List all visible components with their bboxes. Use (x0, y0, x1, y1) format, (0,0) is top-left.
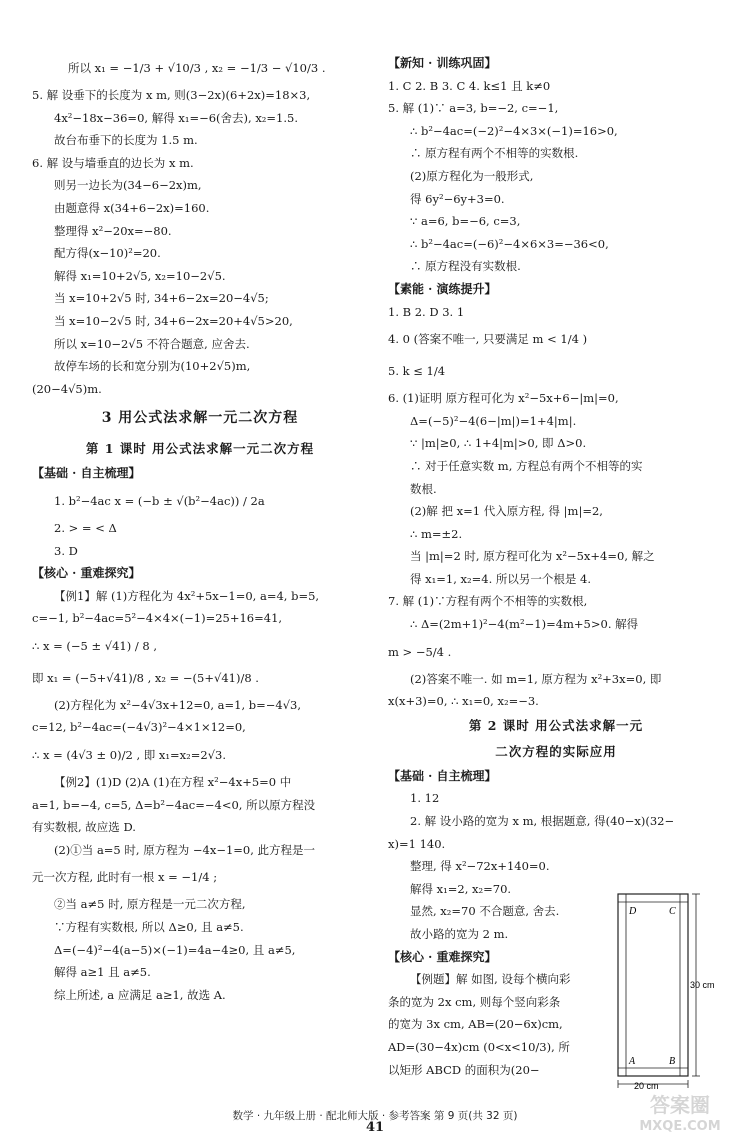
text-line: ∴ m=±2. (410, 526, 463, 541)
page-number: 41 (365, 1120, 385, 1135)
text-line: 6. (1)证明 原方程可化为 x²−5x+6−|m|=0, (388, 391, 619, 406)
text-line: 3. D (54, 543, 78, 558)
text-line: Δ=(−4)²−4(a−5)×(−1)=4a−4≥0, 且 a≠5, (54, 942, 296, 957)
text-line: 1. 12 (410, 791, 440, 806)
text-line: 【新知 · 训练巩固】 (388, 56, 497, 70)
text-line: 4x²−18x−36=0, 解得 x₁=−6(舍去), x₂=1.5. (54, 110, 298, 125)
text-line: 解得 x₁=10+2√5, x₂=10−2√5. (54, 268, 226, 283)
left-column (32, 52, 368, 1006)
text-line: 条的宽为 2x cm, 则每个竖向彩条 (388, 994, 561, 1009)
text-line: AD=(30−4x)cm (0<x<10/3), 所 (388, 1039, 570, 1054)
text-line: 显然, x₂=70 不合题意, 舍去. (410, 904, 560, 919)
text-line: 二次方程的实际应用 (495, 743, 617, 759)
text-line: ∴ 原方程有两个不相等的实数根. (410, 146, 579, 161)
text-line: 即 x₁ = (−5+√41)/8 , x₂ = −(5+√41)/8 . (32, 670, 259, 685)
text-line: 所以 x=10−2√5 不符合题意, 应舍去. (54, 336, 250, 351)
text-line: 1. C 2. B 3. C 4. k≤1 且 k≠0 (388, 78, 551, 93)
text-line: ∵方程有实数根, 所以 Δ≥0, 且 a≠5. (54, 920, 244, 935)
label-D: D (629, 906, 637, 917)
text-line: 【基础 · 自主梳理】 (32, 466, 141, 481)
text-line: x)=1 140. (388, 836, 446, 851)
text-line: ∴ x = (4√3 ± 0)/2 , 即 x₁=x₂=2√3. (32, 748, 226, 763)
outer-rectangle (618, 894, 688, 1076)
label-B: B (669, 1056, 676, 1067)
text-line: ∴ Δ=(2m+1)²−4(m²−1)=4m+5>0. 解得 (410, 617, 639, 632)
label-A: A (629, 1056, 636, 1067)
text-line: m > −5/4 . (388, 644, 452, 659)
text-line: 解得 x₁=2, x₂=70. (410, 881, 512, 896)
text-line: ∵ |m|≥0, ∴ 1+4|m|>0, 即 Δ>0. (410, 436, 587, 451)
text-line: 有实数根, 故应选 D. (32, 820, 136, 835)
text-line: ∵ a=6, b=−6, c=3, (410, 214, 521, 229)
text-line: 故台布垂下的长度为 1.5 m. (54, 133, 198, 148)
text-line: 当 |m|=2 时, 原方程可化为 x²−5x+4=0, 解之 (410, 549, 655, 564)
text-line: 当 x=10−2√5 时, 34+6−2x=20+4√5>20, (54, 313, 293, 328)
text-line: 【例1】解 (1)方程化为 4x²+5x−1=0, a=4, b=5, (54, 588, 320, 603)
text-line: ∴ b²−4ac=(−2)²−4×3×(−1)=16>0, (410, 123, 618, 138)
text-line: 5. k ≤ 1/4 (388, 364, 446, 379)
text-line: 由题意得 x(34+6−2x)=160. (54, 200, 210, 215)
text-line: 故停车场的长和宽分别为(10+2√5)m, (54, 359, 251, 374)
text-line: 6. 解 设与墙垂直的边长为 x m. (32, 155, 194, 170)
text-line: 2. > = < Δ (54, 520, 117, 535)
text-line: 得 6y²−6y+3=0. (410, 191, 505, 206)
text-line: c=−1, b²−4ac=5²−4×4×(−1)=25+16=41, (32, 611, 283, 626)
text-line: 3 用公式法求解一元二次方程 (101, 410, 299, 427)
text-line: 2. 解 设小路的宽为 x m, 根据题意, 得(40−x)(32− (410, 814, 675, 829)
text-line: (2)解 把 x=1 代入原方程, 得 |m|=2, (410, 504, 603, 519)
text-line: 得 x₁=1, x₂=4. 所以另一个根是 4. (410, 571, 592, 586)
text-line: 【核心 · 重难探究】 (388, 949, 497, 964)
text-line: ∴ x = (−5 ± √41) / 8 , (32, 638, 158, 653)
text-line: 综上所述, a 应满足 a≥1, 故选 A. (54, 987, 226, 1002)
text-line: 则另一边长为(34−6−2x)m, (54, 178, 202, 193)
text-line: 数根. (410, 481, 437, 496)
text-line: a=1, b=−4, c=5, Δ=b²−4ac=−4<0, 所以原方程没 (32, 797, 316, 812)
text-line: 4. 0 (答案不唯一, 只要满足 m < 1/4 ) (388, 332, 588, 347)
text-line: 整理得 x²−20x=−80. (54, 223, 172, 238)
text-line: 当 x=10+2√5 时, 34+6−2x=20−4√5; (54, 291, 269, 306)
height-label: 30 cm (690, 980, 715, 990)
text-line: c=12, b²−4ac=(−4√3)²−4×1×12=0, (32, 720, 246, 735)
text-line: (2)方程化为 x²−4√3x+12=0, a=1, b=−4√3, (54, 697, 302, 712)
text-line: (2)答案不唯一. 如 m=1, 原方程为 x²+3x=0, 即 (410, 671, 662, 686)
text-line: 解得 a≥1 且 a≠5. (54, 965, 151, 980)
text-line: 元一次方程, 此时有一根 x = −1/4 ; (32, 870, 218, 885)
rectangle-figure (604, 890, 720, 1090)
label-C: C (669, 906, 676, 917)
text-line: 【素能 · 演练提升】 (388, 281, 497, 296)
text-line: (2)原方程化为一般形式, (410, 168, 534, 183)
text-line: 7. 解 (1)∵方程有两个不相等的实数根, (388, 594, 588, 609)
text-line: 整理, 得 x²−72x+140=0. (410, 859, 550, 874)
text-line: 5. 解 (1)∵ a=3, b=−2, c=−1, (388, 101, 559, 116)
width-label: 20 cm (634, 1081, 659, 1090)
text-line: 第 2 课时 用公式法求解一元 (468, 717, 644, 733)
watermark-line2: MXQE.COM (639, 1119, 721, 1134)
text-line: 【例2】(1)D (2)A (1)在方程 x²−4x+5=0 中 (54, 775, 292, 790)
text-line: x(x+3)=0, ∴ x₁=0, x₂=−3. (388, 694, 539, 709)
text-line: 故小路的宽为 2 m. (410, 927, 509, 941)
text-line: 5. 解 设垂下的长度为 x m, 则(3−2x)(6+2x)=18×3, (32, 88, 311, 102)
text-line: 第 1 课时 用公式法求解一元二次方程 (85, 441, 315, 457)
text-line: (2)①当 a=5 时, 原方程为 −4x−1=0, 此方程是一 (54, 842, 316, 857)
text-line: Δ=(−5)²−4(6−|m|)=1+4|m|. (410, 413, 577, 428)
text-line: 【基础 · 自主梳理】 (388, 768, 497, 783)
text-line: 以矩形 ABCD 的面积为(20− (388, 1062, 540, 1077)
text-line: ②当 a≠5 时, 原方程是一元二次方程, (54, 897, 246, 912)
text-line: 1. b²−4ac x = (−b ± √(b²−4ac)) / 2a (54, 493, 265, 508)
text-line: 【核心 · 重难探究】 (32, 566, 141, 581)
text-line: 所以 x₁ = −1/3 + √10/3 , x₂ = −1/3 − √10/3 . (68, 61, 326, 75)
text-line: (20−4√5)m. (32, 381, 102, 396)
watermark-line1: 答案圈 (650, 1093, 710, 1117)
page-footer: 数学 · 九年级上册 · 配北师大版 · 参考答案 第 9 页(共 32 页) (232, 1110, 518, 1122)
text-line: ∴ 原方程没有实数根. (410, 259, 521, 274)
text-line: 【例题】解 如图, 设每个横向彩 (410, 972, 571, 987)
text-line: 配方得(x−10)²=20. (54, 246, 161, 261)
text-line: 1. B 2. D 3. 1 (388, 304, 465, 319)
text-line: ∴ b²−4ac=(−6)²−4×6×3=−36<0, (410, 236, 609, 251)
text-line: 的宽为 3x cm, AB=(20−6x)cm, (388, 1017, 563, 1032)
watermark-logo (620, 1090, 740, 1136)
text-line: ∴ 对于任意实数 m, 方程总有两个不相等的实 (410, 458, 643, 473)
